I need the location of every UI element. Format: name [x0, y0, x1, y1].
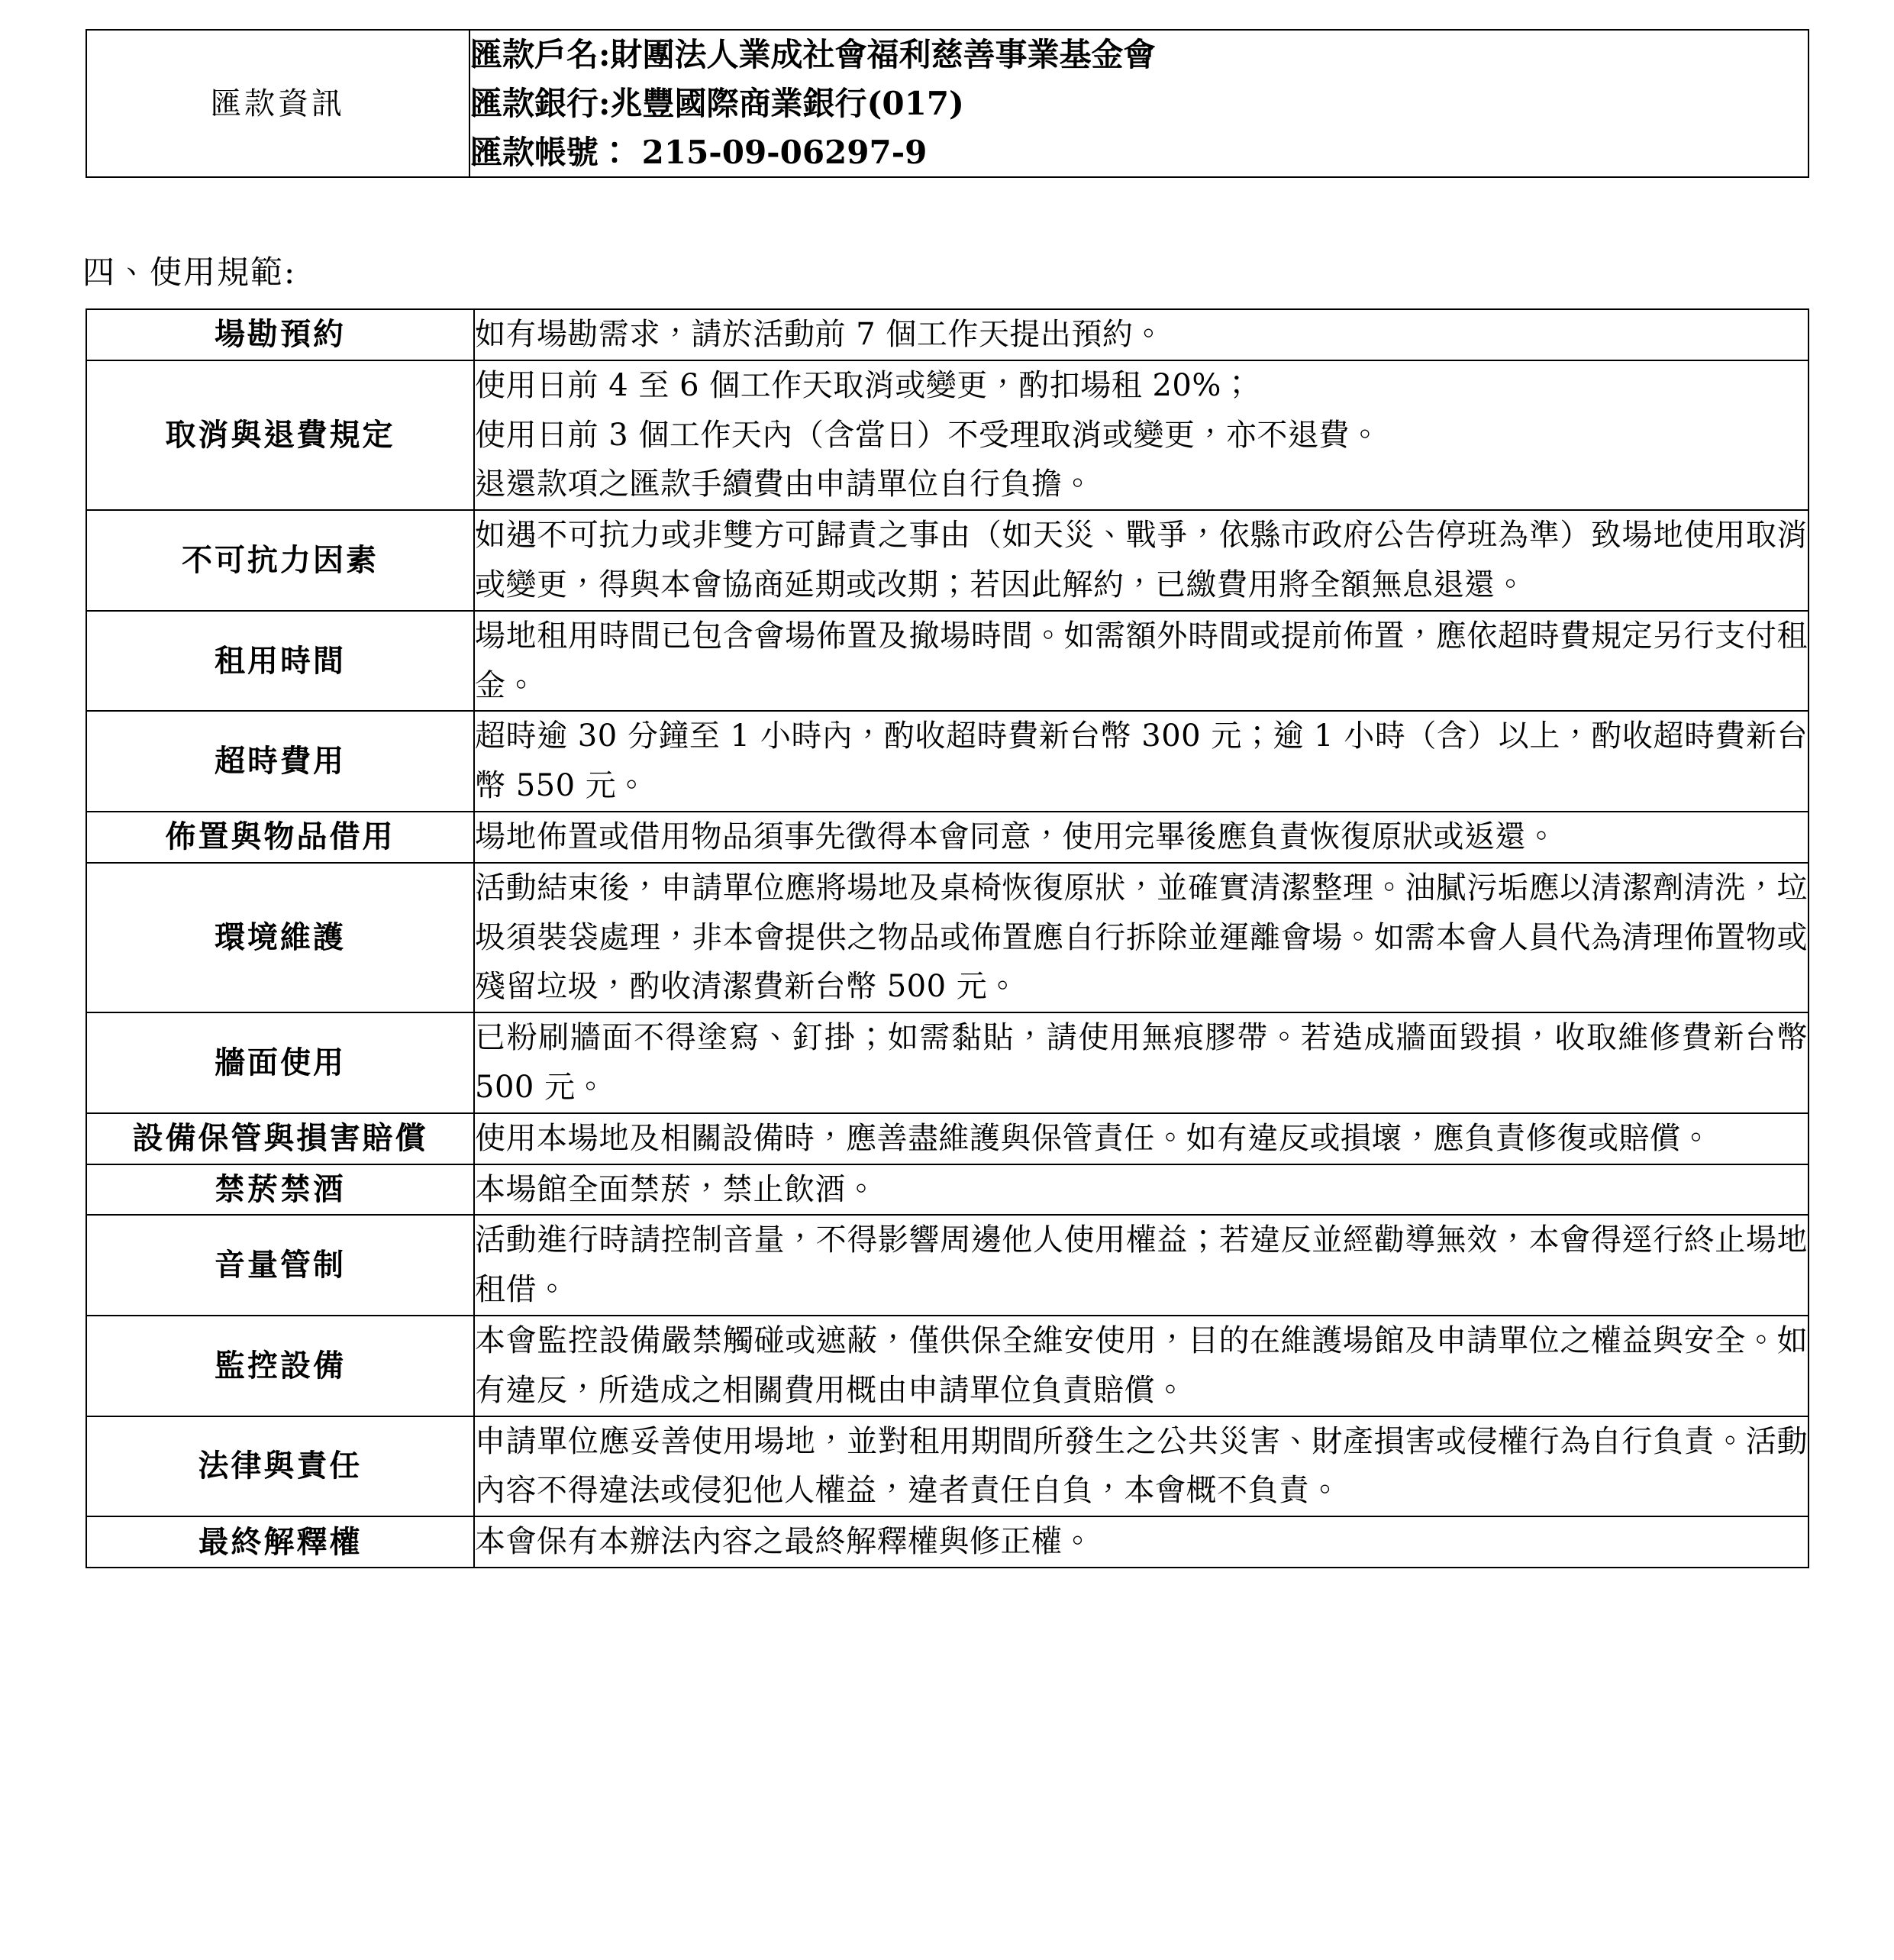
remittance-label: 匯款資訊 — [211, 86, 345, 121]
rule-description-text — [475, 1417, 1808, 1516]
rule-description-paragraph: 活動進行時請控制音量，不得影響周邊他人使用權益；若違反並經勸導無效，本會得逕行終止場地租借。 — [475, 1222, 1808, 1308]
remittance-table — [86, 29, 1809, 178]
rule-term-cell — [86, 1316, 474, 1416]
table-row — [86, 1164, 1808, 1216]
rule-description-cell — [474, 360, 1808, 510]
rule-term-label: 監控設備 — [215, 1347, 346, 1384]
rule-description-cell — [474, 1516, 1808, 1568]
table-row — [86, 1215, 1808, 1316]
usage-rules-table-wrapper — [86, 308, 1809, 1568]
remittance-details-cell — [469, 30, 1808, 177]
rule-description-paragraph: 退還款項之匯款手續費由申請單位自行負擔。 — [475, 467, 1093, 502]
rule-description-paragraph: 本場館全面禁菸，禁止飲酒。 — [475, 1171, 877, 1207]
remittance-bank-name: 匯款銀行:兆豐國際商業銀行(017) — [470, 84, 964, 122]
usage-rules-table — [86, 308, 1809, 1568]
rule-description-cell — [474, 1316, 1808, 1416]
rule-description-paragraph: 本會監控設備嚴禁觸碰或遮蔽，僅供保全維安使用，目的在維護場館及申請單位之權益與安全。如有違反，所造成之相關費用概由申請單位負責賠償。 — [475, 1322, 1808, 1408]
table-row — [86, 611, 1808, 712]
rule-description-cell — [474, 510, 1808, 611]
rule-term-label: 音量管制 — [215, 1247, 346, 1284]
rule-description-text — [475, 1517, 1808, 1567]
rule-term-cell — [86, 1113, 474, 1164]
rule-term-label: 設備保管與損害賠償 — [132, 1120, 428, 1157]
usage-rules-table-body — [86, 309, 1808, 1568]
rule-description-text — [475, 310, 1808, 360]
rule-description-cell — [474, 1164, 1808, 1216]
table-row — [86, 1316, 1808, 1416]
rule-term-cell — [86, 360, 474, 510]
rule-description-paragraph: 使用日前 3 個工作天內（含當日）不受理取消或變更，亦不退費。 — [475, 417, 1381, 453]
rule-term-label: 環境維護 — [215, 919, 346, 955]
rule-term-label: 最終解釋權 — [198, 1523, 363, 1560]
rule-description-cell — [474, 812, 1808, 863]
rule-term-cell — [86, 1215, 474, 1316]
rule-description-paragraph: 場地租用時間已包含會場佈置及撤場時間。如需額外時間或提前佈置，應依超時費規定另行支付租金。 — [475, 618, 1808, 703]
rule-term-label: 禁菸禁酒 — [215, 1171, 346, 1207]
remittance-label-cell — [86, 30, 469, 177]
rule-description-text — [475, 712, 1808, 811]
rule-description-text — [475, 812, 1808, 862]
rule-description-cell — [474, 611, 1808, 712]
rule-description-paragraph: 本會保有本辦法內容之最終解釋權與修正權。 — [475, 1524, 1093, 1560]
table-row — [86, 863, 1808, 1012]
table-row — [86, 510, 1808, 611]
rule-description-cell — [474, 1416, 1808, 1517]
table-row — [86, 812, 1808, 863]
rule-term-label: 牆面使用 — [215, 1044, 346, 1080]
rule-term-label: 不可抗力因素 — [182, 541, 379, 578]
remittance-account-name: 匯款戶名:財團法人業成社會福利慈善事業基金會 — [470, 36, 1156, 73]
rule-term-label: 法律與責任 — [198, 1448, 363, 1484]
rule-description-cell — [474, 1012, 1808, 1113]
rule-description-paragraph: 超時逾 30 分鐘至 1 小時內，酌收超時費新台幣 300 元；逾 1 小時（含）以上，酌收超時費新台幣 550 元。 — [475, 718, 1808, 804]
rule-term-cell — [86, 1516, 474, 1568]
table-row — [86, 1012, 1808, 1113]
rule-description-text — [475, 1114, 1808, 1164]
rule-description-paragraph: 活動結束後，申請單位應將場地及桌椅恢復原狀，並確實清潔整理。油膩污垢應以清潔劑清洗，垃圾須裝袋處理，非本會提供之物品或佈置應自行拆除並運離會場。如需本會人員代為清理佈置物或殘留垃圾，酌收清潔費新台幣 500 元。 — [475, 870, 1808, 1005]
rule-term-cell — [86, 510, 474, 611]
rule-description-paragraph: 如遇不可抗力或非雙方可歸責之事由（如天災、戰爭，依縣市政府公告停班為準）致場地使用取消或變更，得與本會協商延期或改期；若因此解約，已繳費用將全額無息退還。 — [475, 518, 1808, 602]
table-row — [86, 360, 1808, 510]
rule-term-label: 租用時間 — [215, 642, 346, 679]
remittance-account-number: 匯款帳號： 215-09-06297-9 — [470, 133, 928, 171]
rule-description-cell — [474, 309, 1808, 360]
rule-description-cell — [474, 1113, 1808, 1164]
rule-description-text — [475, 864, 1808, 1012]
table-row — [86, 711, 1808, 812]
rule-description-paragraph: 場地佈置或借用物品須事先徵得本會同意，使用完畢後應負責恢復原狀或返還。 — [475, 819, 1557, 854]
rule-term-cell — [86, 309, 474, 360]
rule-description-text — [475, 1316, 1808, 1416]
table-row — [86, 1416, 1808, 1517]
rule-term-cell — [86, 1416, 474, 1517]
rule-term-label: 場勘預約 — [215, 316, 346, 353]
section-heading-usage-rules: 四、使用規範: — [82, 253, 297, 291]
rule-description-paragraph: 如有場勘需求，請於活動前 7 個工作天提出預約。 — [475, 317, 1164, 352]
rule-description-text — [475, 612, 1808, 711]
remittance-table-wrapper — [86, 29, 1809, 178]
rule-description-cell — [474, 1215, 1808, 1316]
rule-description-cell — [474, 711, 1808, 812]
rule-term-label: 佈置與物品借用 — [165, 819, 395, 855]
rule-description-text — [475, 361, 1808, 509]
rule-description-text — [475, 1165, 1808, 1215]
rule-description-cell — [474, 863, 1808, 1012]
rule-term-label: 取消與退費規定 — [165, 416, 395, 453]
table-row — [86, 1516, 1808, 1568]
rule-description-paragraph: 已粉刷牆面不得塗寫、釘掛；如需黏貼，請使用無痕膠帶。若造成牆面毀損，收取維修費新台幣 500 元。 — [475, 1020, 1808, 1105]
rule-description-paragraph: 使用日前 4 至 6 個工作天取消或變更，酌扣場租 20%； — [475, 367, 1253, 403]
rule-term-cell — [86, 812, 474, 863]
rule-description-text — [475, 1216, 1808, 1315]
table-row — [86, 309, 1808, 360]
table-row — [86, 30, 1808, 177]
table-row — [86, 1113, 1808, 1164]
rule-term-label: 超時費用 — [215, 743, 346, 780]
rule-description-text — [475, 1013, 1808, 1112]
rule-description-paragraph: 申請單位應妥善使用場地，並對租用期間所發生之公共災害、財產損害或侵權行為自行負責。活動內容不得違法或侵犯他人權益，違者責任自負，本會概不負責。 — [475, 1423, 1808, 1509]
rule-term-cell — [86, 1012, 474, 1113]
rule-term-cell — [86, 711, 474, 812]
rule-description-paragraph: 使用本場地及相關設備時，應善盡維護與保管責任。如有違反或損壞，應負責修復或賠償。 — [475, 1120, 1712, 1156]
rule-term-cell — [86, 1164, 474, 1216]
rule-description-text — [475, 511, 1808, 610]
rule-term-cell — [86, 611, 474, 712]
rule-term-cell — [86, 863, 474, 1012]
